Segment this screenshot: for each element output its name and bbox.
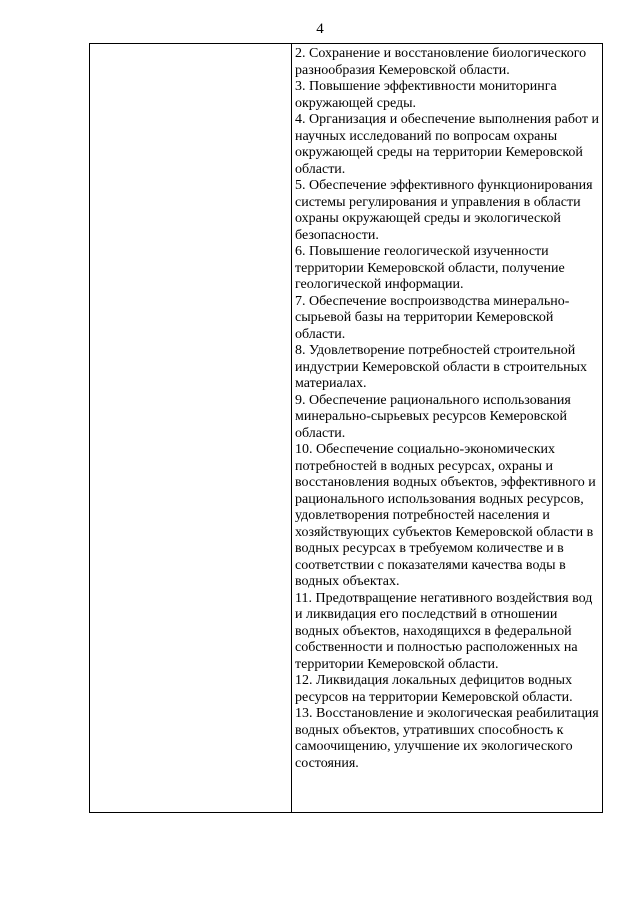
list-item: 13. Восстановление и экологическая реабилитация водных объектов, утративших способность к самоочищению, улучшение их экологического состояния. bbox=[295, 706, 599, 771]
list-item: 12. Ликвидация локальных дефицитов водных ресурсов на территории Кемеровской области. bbox=[295, 673, 573, 705]
table-left-cell bbox=[90, 44, 292, 812]
list-item: 9. Обеспечение рационального использования минерально-сырьевых ресурсов Кемеровской области. bbox=[295, 392, 571, 441]
list-item: 8. Удовлетворение потребностей строительной индустрии Кемеровской области в строительных материалах. bbox=[295, 343, 588, 391]
table-right-cell bbox=[292, 44, 602, 812]
list-item: 7. Обеспечение воспроизводства минерально-сырьевой базы на территории Кемеровской области. bbox=[295, 293, 570, 342]
list-item: 4. Организация и обеспечение выполнения работ и научных исследований по вопросам охраны окружающей среды на территории Кемеровской области. bbox=[295, 112, 599, 177]
list-item: 2. Сохранение и восстановление биологического разнообразия Кемеровской области. bbox=[295, 46, 587, 78]
list-item: 3. Повышение эффективности мониторинга окружающей среды. bbox=[295, 79, 557, 111]
list-item: 10. Обеспечение социально-экономических потребностей в водных ресурсах, охраны и восстановления водных объектов, эффективного и рационального использования водных ресурсов, удовлетворения потребностей населения и хозяйствующих субъектов Кемеровской области в водных ресурсах в требуемом количестве и в соответствии с показателями качества воды в водных объектах. bbox=[295, 442, 596, 589]
document-table bbox=[89, 43, 603, 813]
list-item: 6. Повышение геологической изученности территории Кемеровской области, получение геологической информации. bbox=[295, 244, 565, 292]
page-number: 4 bbox=[316, 21, 324, 37]
list-item: 5. Обеспечение эффективного функционирования системы регулирования и управления в области охраны окружающей среды и экологической безопасности. bbox=[295, 178, 593, 243]
list-item: 11. Предотвращение негативного воздействия вод и ликвидация его последствий в отношении водных объектов, находящихся в федеральной собственности и полностью расположенных на территории Кемеровской области. bbox=[295, 590, 593, 672]
